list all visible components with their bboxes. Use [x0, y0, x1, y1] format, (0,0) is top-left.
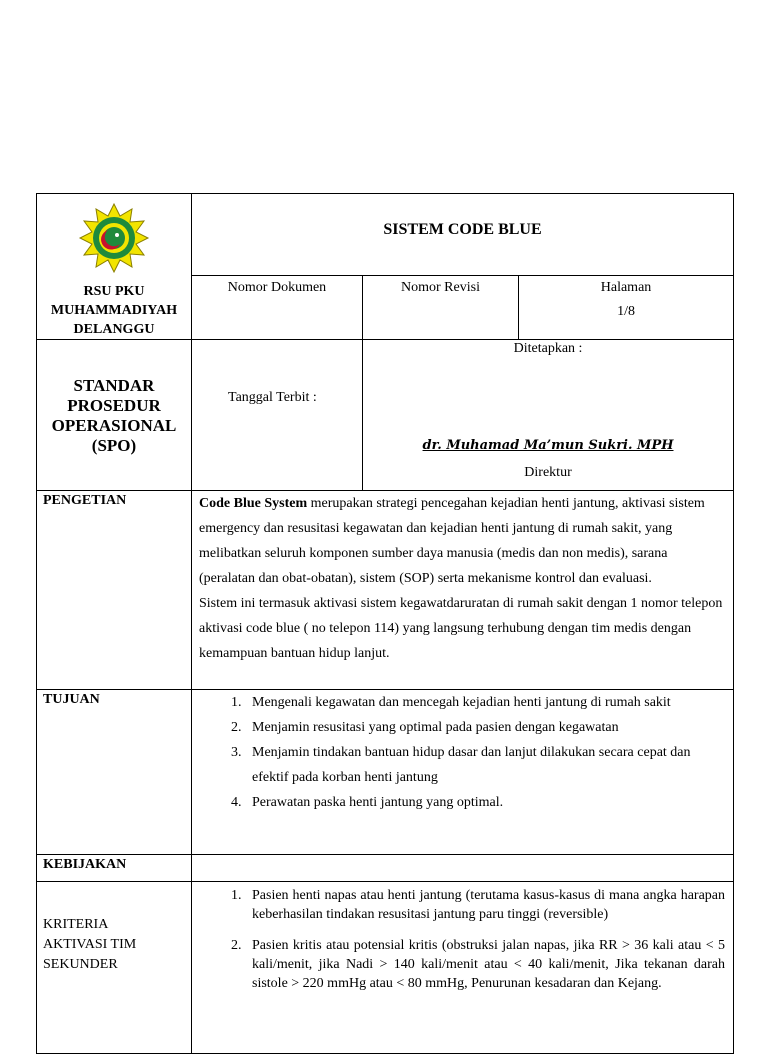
spo-line2: PROSEDUR [67, 396, 161, 415]
list-item: 3. Menjamin tindakan bantuan hidup dasar dan lanjut dilakukan secara cepat dan efektif pada korban henti jantung [245, 740, 725, 790]
pengertian-label: PENGETIAN [37, 491, 192, 690]
document-title: SISTEM CODE BLUE [192, 194, 734, 276]
kebijakan-label: KEBIJAKAN [37, 855, 192, 882]
hospital-name-line2: MUHAMMADIYAH [50, 303, 178, 318]
tujuan-content [192, 690, 734, 855]
kriteria-label-cell [37, 882, 192, 1054]
tujuan-label: TUJUAN [37, 690, 192, 855]
list-item: 1. Pasien henti napas atau henti jantung (terutama kasus-kasus di mana angka harapan keberhasilan tindakan resusitasi jantung paru tinggi (reversible) [245, 886, 725, 924]
hospital-identity-cell [37, 194, 192, 340]
list-item: 2. Menjamin resusitasi yang optimal pada pasien dengan kegawatan [245, 715, 725, 740]
halaman-label: Halaman [600, 279, 652, 295]
spo-line4: (SPO) [91, 436, 137, 455]
spo-line3: OPERASIONAL [51, 416, 177, 435]
spo-table [36, 193, 734, 1054]
tanggal-terbit-label: Tanggal Terbit : [228, 390, 317, 405]
pengertian-para1: merupakan strategi pencegahan kejadian henti jantung, aktivasi sistem emergency dan resusitasi kegawatan dan kejadian henti jantung di rumah sakit, yang melibatkan seluruh komponen sumber daya manusia (medis dan non medis), sarana (peralatan dan obat-obatan), sistem (SOP) serta mekanisme kontrol dan evaluasi. [199, 496, 705, 586]
nomor-dokumen-cell [192, 275, 363, 339]
spo-document [36, 193, 733, 1054]
kriteria-line3: SEKUNDER [43, 957, 118, 972]
nomor-revisi-label: Nomor Revisi [401, 279, 480, 295]
kriteria-content [192, 882, 734, 1054]
list-item: 1. Mengenali kegawatan dan mencegah kejadian henti jantung di rumah sakit [245, 690, 725, 715]
kebijakan-content [192, 855, 734, 882]
pengertian-bold-lead: Code Blue System [199, 496, 308, 511]
list-item: 2. Pasien kritis atau potensial kritis (obstruksi jalan napas, jika RR > 36 kali atau < 5 kali/menit, jika Nadi > 140 kali/menit atau < 40 kali/menit, Jika tekanan darah sistole > 220 mmHg atau < 80 mmHg, Penurunan kesadaran dan Kejang. [245, 936, 725, 993]
kriteria-line1: KRITERIA [43, 917, 109, 932]
nomor-revisi-cell [363, 275, 519, 339]
halaman-value: 1/8 [617, 303, 635, 319]
kriteria-line2: AKTIVASI TIM [43, 937, 137, 952]
tanggal-terbit-cell [192, 340, 363, 491]
hospital-name-line3: DELANGGU [73, 322, 155, 337]
spo-label-cell [37, 340, 192, 491]
pengertian-para2: Sistem ini termasuk aktivasi sistem kegawatdaruratan di rumah sakit dengan 1 nomor telepon aktivasi code blue ( no telepon 114) yang langsung terhubung dengan tim medis dengan kemampuan bantuan hidup lanjut. [199, 596, 723, 661]
spo-line1: STANDAR [73, 376, 155, 395]
signatory-role: Direktur [524, 465, 572, 480]
tujuan-list [199, 690, 725, 815]
signatory-name: dr. Muhamad Ma’mun Sukri. MPH [422, 438, 674, 453]
ditetapkan-label: Ditetapkan : [513, 341, 583, 356]
ditetapkan-cell [363, 340, 734, 491]
nomor-dokumen-label: Nomor Dokumen [227, 279, 327, 295]
halaman-cell [519, 275, 734, 339]
list-item: 4. Perawatan paska henti jantung yang optimal. [245, 790, 725, 815]
pengertian-content [192, 491, 734, 690]
hospital-logo-icon [37, 202, 191, 274]
hospital-name-line1: RSU PKU [83, 284, 145, 299]
kriteria-list [199, 882, 725, 993]
